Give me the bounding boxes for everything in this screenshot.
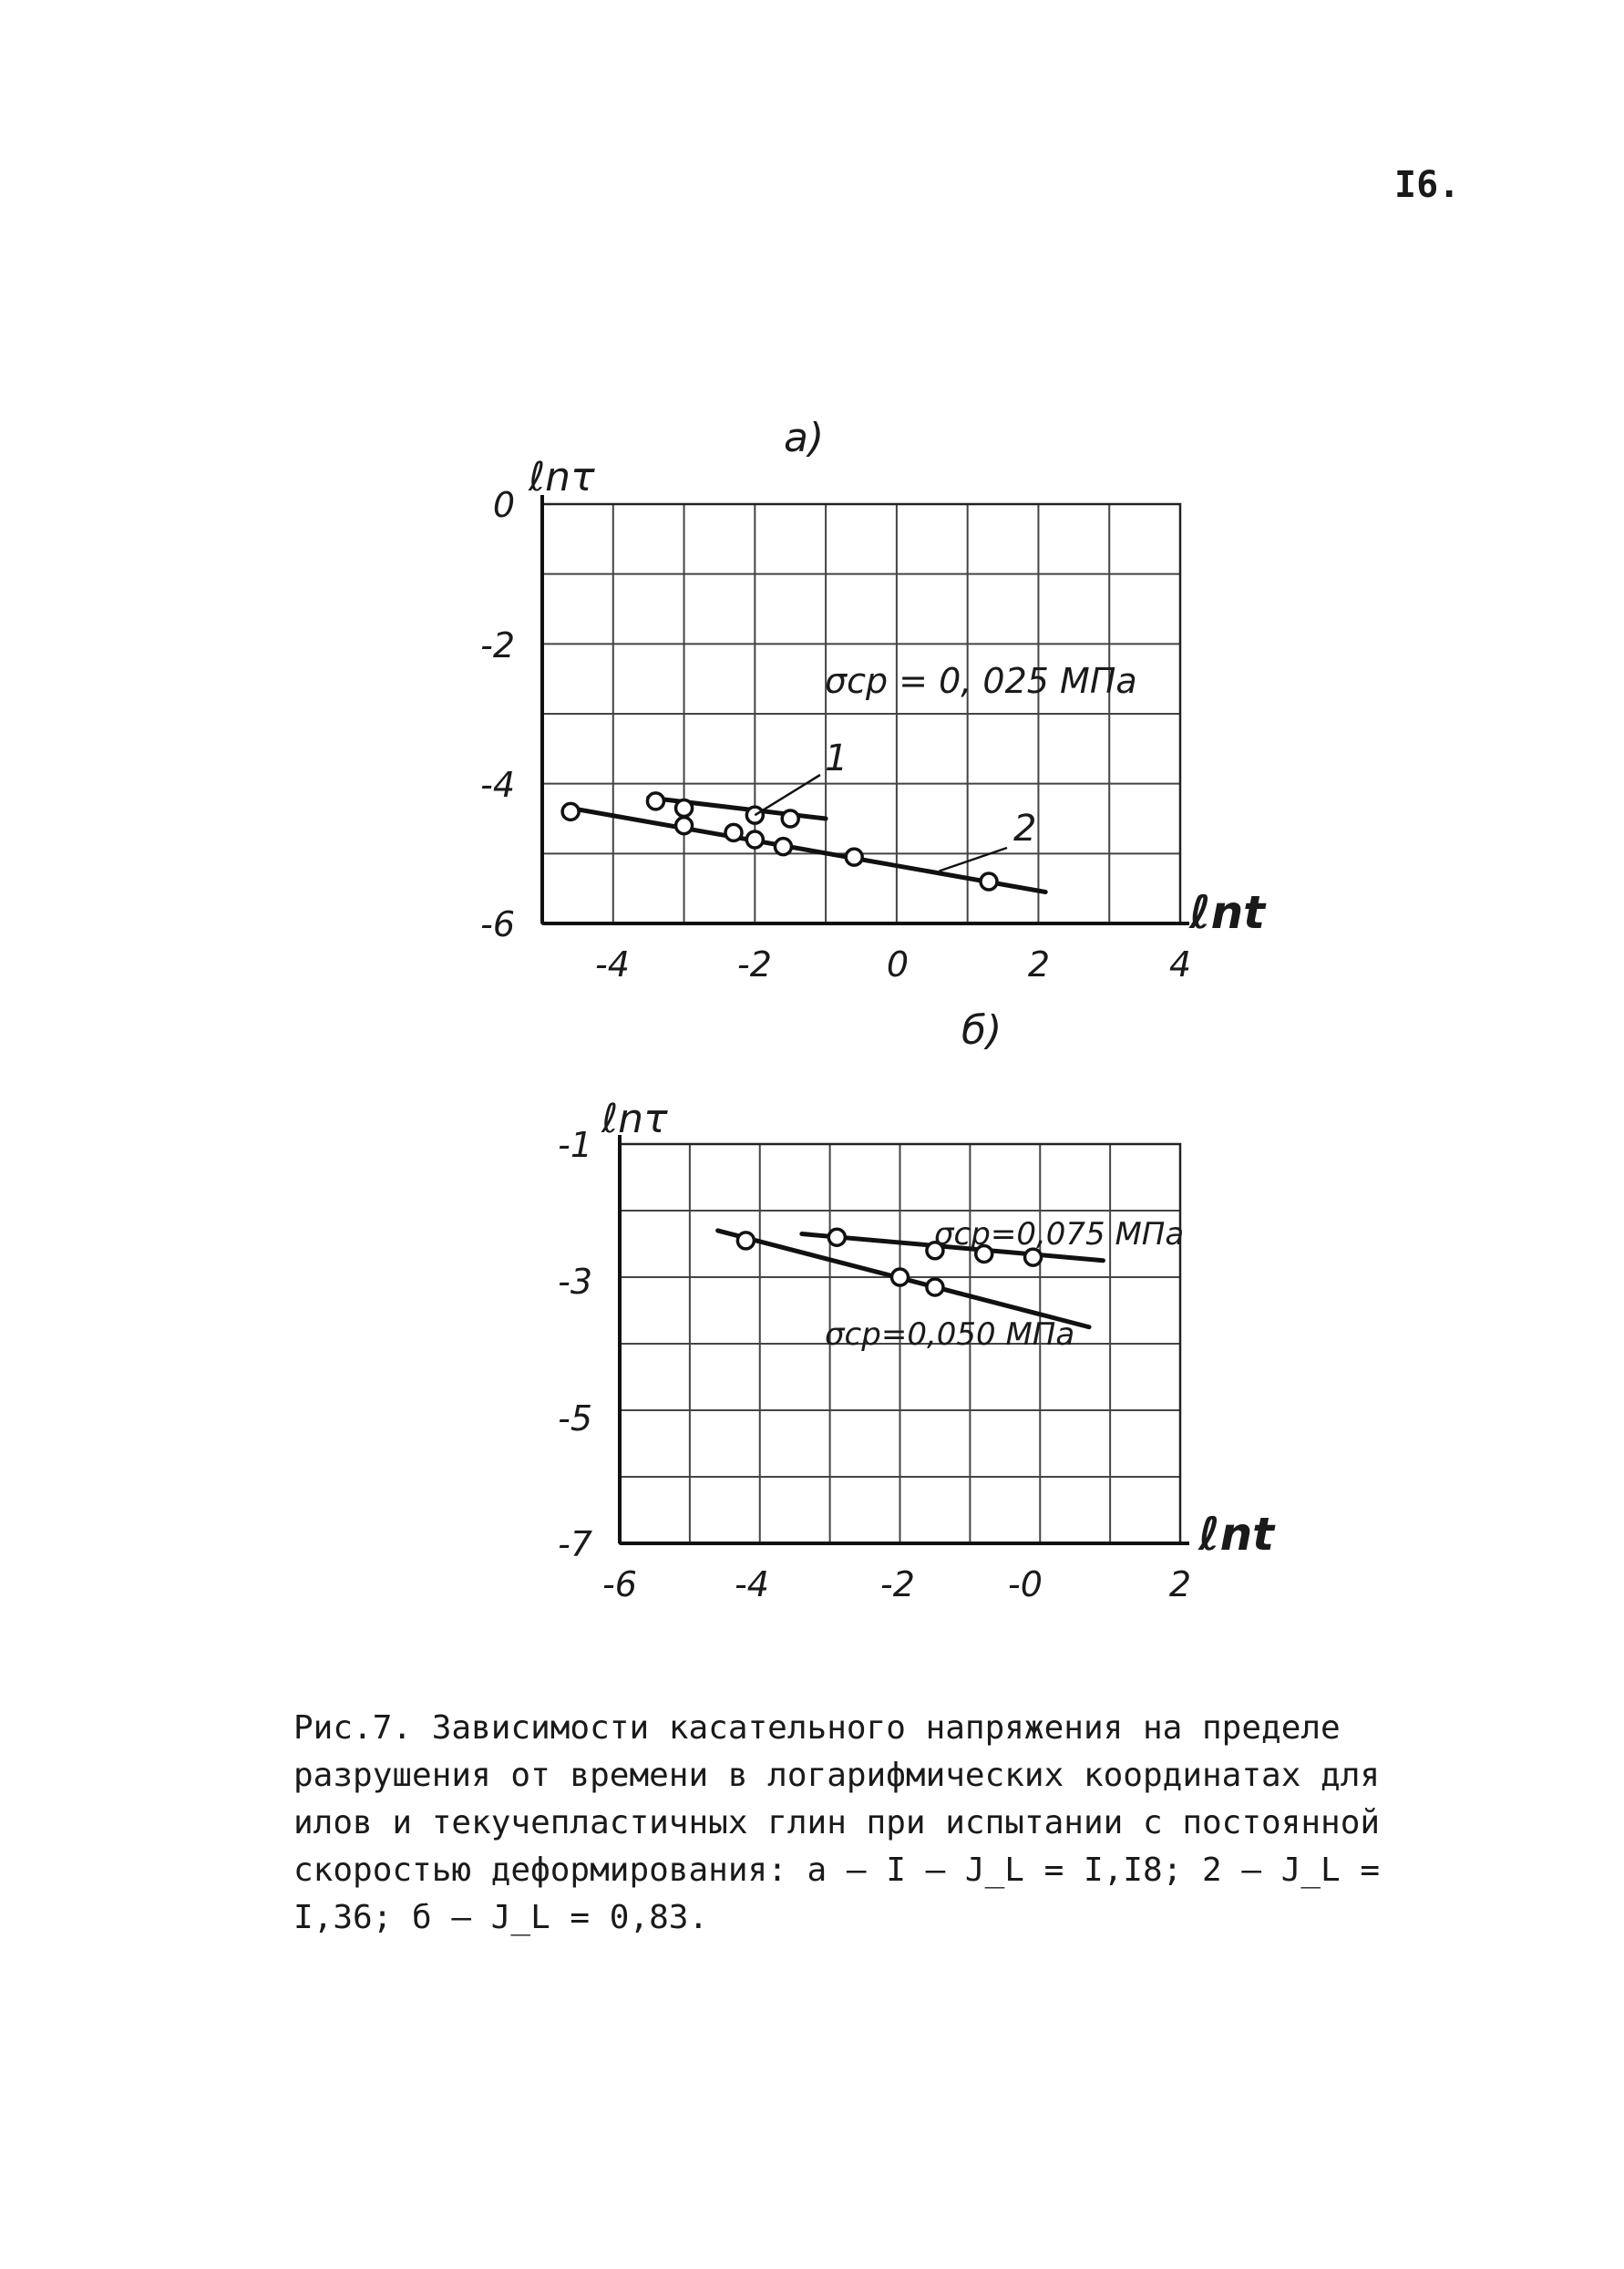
stress-annotation: σср = 0, 025 МПа — [825, 661, 1137, 701]
series-1-label: 1 — [825, 737, 848, 779]
x-tick-label: -2 — [737, 944, 772, 985]
y-tick-label: -3 — [558, 1262, 592, 1302]
series-1-label: σср=0,075 МПа — [934, 1216, 1185, 1253]
x-tick-label: 0 — [886, 944, 910, 985]
data-point — [927, 1279, 943, 1295]
y-tick-label: 0 — [492, 485, 515, 525]
data-point — [737, 1232, 754, 1249]
y-tick-label: -1 — [558, 1125, 592, 1165]
panel-label: б) — [961, 1007, 1002, 1054]
x-axis-label: ℓnt — [1189, 886, 1266, 939]
y-tick-label: -4 — [480, 765, 515, 805]
page-number: I6. — [1394, 164, 1461, 206]
x-tick-label: -2 — [880, 1564, 915, 1604]
x-tick-label: -4 — [735, 1564, 769, 1604]
series-2-label: 2 — [1013, 808, 1037, 850]
x-tick-label: 2 — [1027, 944, 1051, 985]
y-tick-label: -7 — [558, 1524, 592, 1564]
data-point — [892, 1269, 909, 1285]
figure-caption: Рис.7. Зависимости касательного напряжения на пределе разрушения от времени в логарифмических координатах для илов и текучепластичных глин при испытании с постоянной скоростью деформирования: а – I – J_L = I,I8; 2 – J_L = I,36; б – J_L = 0,83. — [293, 1709, 1381, 1936]
x-tick-label: -4 — [595, 944, 630, 985]
series-2-label: σср=0,050 МПа — [825, 1316, 1075, 1353]
panel-label: а) — [784, 415, 825, 461]
y-axis-label: ℓnτ — [529, 454, 595, 500]
y-tick-label: -2 — [480, 625, 515, 665]
y-axis-label: ℓnτ — [601, 1096, 668, 1142]
x-tick-label: 4 — [1168, 944, 1192, 985]
data-point — [828, 1229, 845, 1245]
x-axis-label: ℓnt — [1198, 1508, 1275, 1561]
x-tick-label: -6 — [602, 1564, 637, 1604]
x-tick-label: 2 — [1168, 1564, 1192, 1604]
y-tick-label: -6 — [480, 904, 515, 944]
y-tick-label: -5 — [558, 1398, 592, 1439]
x-tick-label: -0 — [1008, 1564, 1043, 1604]
